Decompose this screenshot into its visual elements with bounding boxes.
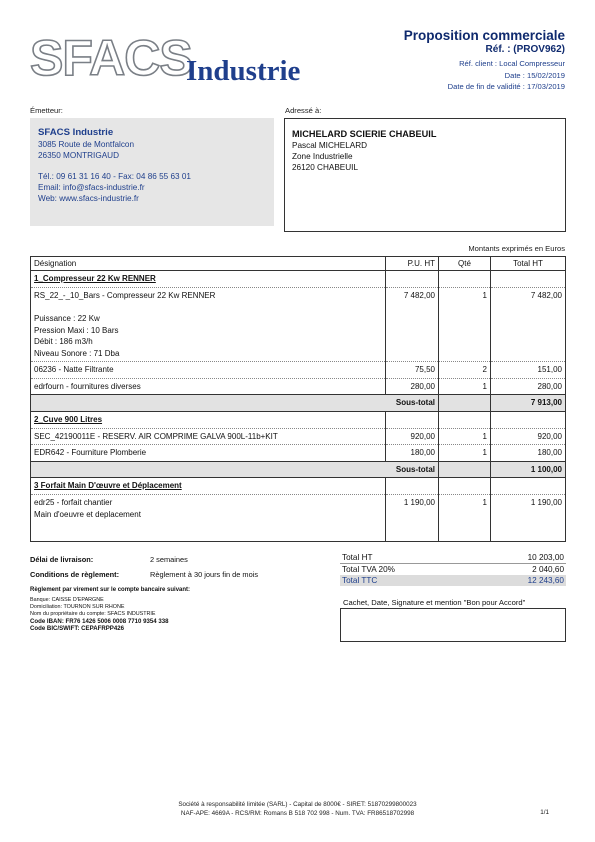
delivery-value: 2 semaines <box>150 555 188 564</box>
empty-cell <box>491 271 566 288</box>
item-total: 151,00 <box>491 362 566 379</box>
empty-cell <box>439 411 491 428</box>
bank-domicile: Domiciliation: TOURNON SUR RHONE <box>30 604 125 610</box>
table-row <box>31 378 566 395</box>
item-total: 920,00 <box>491 428 566 445</box>
item-designation <box>31 495 386 542</box>
emitter-address-line2: 26350 MONTRIGAUD <box>38 151 119 160</box>
client-contact: Pascal MICHELARD <box>292 141 368 150</box>
client-reference: Réf. client : Local Compresseur <box>459 59 565 68</box>
items-body <box>31 271 566 542</box>
total-ht-row <box>340 552 566 563</box>
designation-line: edr25 - forfait chantier <box>34 498 113 507</box>
header-total: Total HT <box>491 257 566 271</box>
subtotal-label: Sous-total <box>31 395 439 412</box>
empty-cell <box>491 411 566 428</box>
payment-label: Conditions de règlement: <box>30 570 120 579</box>
item-total: 280,00 <box>491 378 566 395</box>
designation-line: Main d'oeuvre et deplacement <box>34 509 141 519</box>
document-header <box>404 28 565 93</box>
item-quantity: 1 <box>439 288 491 362</box>
total-tva-value: 2 040,60 <box>532 565 564 574</box>
table-row <box>31 445 566 462</box>
empty-cell <box>439 395 491 412</box>
item-designation <box>31 445 386 462</box>
validity-date: Date de fin de validité : 17/03/2019 <box>447 82 565 91</box>
designation-line: edrfourn - fournitures diverses <box>34 381 141 391</box>
subtotal-row <box>31 395 566 412</box>
table-row <box>31 362 566 379</box>
totals <box>340 552 566 586</box>
item-designation <box>31 378 386 395</box>
section-row <box>31 478 566 495</box>
document-title: Proposition commerciale <box>403 28 565 43</box>
designation-line: Débit : 186 m3/h <box>34 337 93 346</box>
document-date: Date : 15/02/2019 <box>504 70 565 80</box>
document-reference: Réf. : (PROV962) <box>485 44 565 55</box>
currency-note: Montants exprimés en Euros <box>468 244 565 253</box>
company-logo <box>30 30 320 87</box>
designation-line: Niveau Sonore : 71 Dba <box>34 348 120 358</box>
item-quantity: 1 <box>439 428 491 445</box>
table-row <box>31 428 566 445</box>
section-row <box>31 271 566 288</box>
bank-bic: Code BIC/SWIFT: CEPAFRPP426 <box>30 625 125 632</box>
item-total: 180,00 <box>491 445 566 462</box>
section-title: 3 Forfait Main D'œuvre et Déplacement <box>31 478 386 495</box>
subtotal-value: 1 100,00 <box>491 461 566 478</box>
delivery-row <box>30 552 258 567</box>
total-ht-value: 10 203,00 <box>527 553 564 562</box>
emitter-email: Email: info@sfacs-industrie.fr <box>38 183 145 192</box>
designation-line: EDR642 - Fourniture Plomberie <box>34 448 147 457</box>
items-table <box>30 256 566 542</box>
total-ttc-value: 12 243,60 <box>527 576 564 585</box>
item-unit-price: 280,00 <box>386 378 439 395</box>
emitter-website: Web: www.sfacs-industrie.fr <box>38 194 139 203</box>
client-box <box>284 118 566 232</box>
designation-line: 06236 - Natte Filtrante <box>34 365 114 374</box>
subtotal-row <box>31 461 566 478</box>
item-quantity: 1 <box>439 445 491 462</box>
subtotal-value: 7 913,00 <box>491 395 566 412</box>
emitter-address-line1: 3085 Route de Montfalcon <box>38 140 135 149</box>
client-name: MICHELARD SCIERIE CHABEUIL <box>292 129 437 139</box>
designation-line: Pression Maxi : 10 Bars <box>34 325 119 335</box>
logo-subtitle: Industrie <box>186 55 301 87</box>
item-unit-price: 1 190,00 <box>386 495 439 542</box>
item-unit-price: 920,00 <box>386 428 439 445</box>
delivery-label: Délai de livraison: <box>30 555 94 564</box>
designation-line <box>34 302 382 314</box>
item-designation <box>31 428 386 445</box>
empty-cell <box>439 461 491 478</box>
total-ttc-row <box>340 575 566 586</box>
designation-line: RS_22_-_10_Bars - Compresseur 22 Kw RENNER <box>34 291 216 300</box>
client-label: Adressé à: <box>285 106 322 115</box>
signature-label: Cachet, Date, Signature et mention "Bon pour Accord" <box>343 598 526 607</box>
logo-brand: SFACS <box>30 30 192 86</box>
terms <box>30 552 258 582</box>
item-designation <box>31 362 386 379</box>
item-total: 7 482,00 <box>491 288 566 362</box>
section-title: 1_Compresseur 22 Kw RENNER <box>31 271 386 288</box>
payment-row <box>30 567 258 582</box>
item-unit-price: 180,00 <box>386 445 439 462</box>
item-unit-price: 75,50 <box>386 362 439 379</box>
signature-box <box>340 608 566 642</box>
header-designation: Désignation <box>31 257 386 271</box>
emitter-box <box>30 118 274 226</box>
header-quantity: Qté <box>439 257 491 271</box>
item-quantity: 1 <box>439 495 491 542</box>
payment-value: Règlement à 30 jours fin de mois <box>150 570 259 579</box>
empty-cell <box>386 478 439 495</box>
client-address-line1: Zone Industrielle <box>292 152 353 161</box>
table-row <box>31 495 566 542</box>
table-row <box>31 288 566 362</box>
header-unit-price: P.U. HT <box>386 257 439 271</box>
designation-line: SEC_42190011E - RESERV. AIR COMPRIME GALVA 900L-11b+KIT <box>34 431 278 441</box>
section-title: 2_Cuve 900 Litres <box>31 411 386 428</box>
footer-line2: NAF-APE: 4669A - RCS/RM: Romans B 518 702 998 - Num. TVA: FR86518702998 <box>180 810 415 817</box>
total-tva-row <box>340 563 566 575</box>
empty-cell <box>386 411 439 428</box>
item-total: 1 190,00 <box>491 495 566 542</box>
page-number: 1/1 <box>540 809 549 816</box>
bank-details <box>30 587 190 632</box>
bank-title: Règlement par virement sur le compte bancaire suivant: <box>30 587 191 593</box>
item-unit-price: 7 482,00 <box>386 288 439 362</box>
section-row <box>31 411 566 428</box>
empty-cell <box>491 478 566 495</box>
table-header-row <box>31 257 566 271</box>
total-ttc-label: Total TTC <box>342 576 378 585</box>
bank-owner: Nom du propriétaire du compte: SFACS INDUSTRIE <box>30 611 156 617</box>
bank-name: Banque: CAISSE D'EPARGNE <box>30 597 104 603</box>
empty-cell <box>386 271 439 288</box>
footer-line1: Société à responsabilité limitée (SARL) - Capital de 8000€ - SIRET: 51870299800023 <box>178 801 417 808</box>
emitter-label: Émetteur: <box>30 106 63 115</box>
item-quantity: 1 <box>439 378 491 395</box>
client-address-line2: 26120 CHABEUIL <box>292 163 358 172</box>
total-tva-label: Total TVA 20% <box>342 565 395 574</box>
empty-cell <box>439 271 491 288</box>
total-ht-label: Total HT <box>342 553 373 562</box>
empty-cell <box>439 478 491 495</box>
item-designation <box>31 288 386 362</box>
bank-iban: Code IBAN: FR76 1426 5006 0008 7710 9354 338 <box>30 618 169 625</box>
footer <box>0 800 595 818</box>
emitter-name: SFACS Industrie <box>38 127 114 138</box>
item-quantity: 2 <box>439 362 491 379</box>
subtotal-label: Sous-total <box>31 461 439 478</box>
emitter-phone: Tél.: 09 61 31 16 40 - Fax: 04 86 55 63 01 <box>38 172 191 181</box>
designation-line: Puissance : 22 Kw <box>34 314 100 323</box>
